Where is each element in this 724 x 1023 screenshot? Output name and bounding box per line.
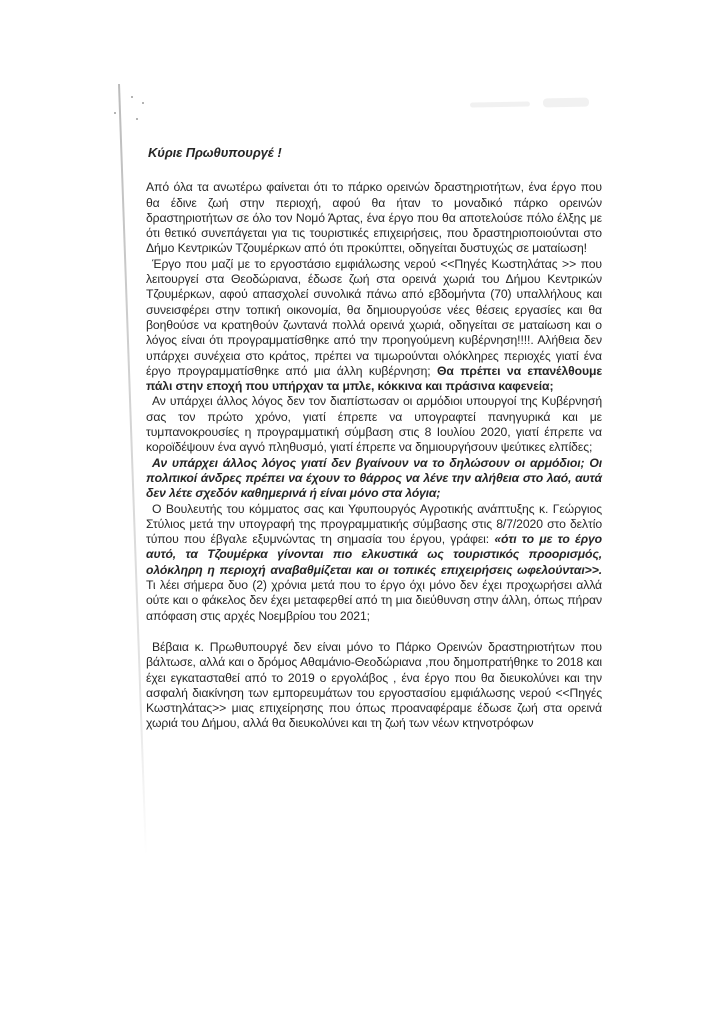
text-segment: Ο Βουλευτής του κόμματος σας και Υφυπουργός Αγροτικής ανάπτυξης κ. Γεώργιος Στύλιος μετά την υπογραφή της προγραμματικής σύμβασης στις 8/7/2020 στο δελτίο τύπου που έβγαλε εξυμνώντας τη σημασία του έργου, γράφει: (146, 501, 602, 547)
text-segment: Αν υπάρχει άλλος λόγος γιατί δεν βγαίνουν να το δηλώσουν οι αρμόδιοι; Οι πολιτικοί άνδρες πρέπει να έχουν το θάρρος να λένε την αλήθεια στο λαό, αυτά δεν λέτε σχεδόν καθημερινά ή είναι μόνο στα λόγια; (146, 455, 602, 501)
scan-speck (131, 96, 133, 98)
scan-edge-artifact (118, 84, 146, 856)
paragraph (146, 502, 602, 624)
scan-speck (114, 112, 116, 114)
scan-speck (136, 118, 138, 120)
paragraph (146, 394, 602, 455)
letter-body (146, 180, 602, 731)
text-segment: Θα πρέπει να επανέλθουμε πάλι στην εποχή που υπήρχαν τα μπλε, κόκκινα και πράσινα καφενεία; (146, 363, 602, 394)
paragraph (146, 456, 602, 502)
text-segment: Τι λέει σήμερα δυο (2) χρόνια μετά που το έργο όχι μόνο δεν έχει προχωρήσει αλλά ούτε και ο φάκελος δεν έχει μεταφερθεί από τη μια διεύθυνση στην άλλη, όπως πήραν απόφαση στις αρχές Νοεμβρίου του 2021; (146, 578, 602, 623)
scan-smudge (543, 98, 589, 108)
letter-content (146, 145, 602, 732)
salutation-heading: Κύριε Πρωθυπουργέ ! (148, 145, 282, 160)
text-segment: Από όλα τα ανωτέρω φαίνεται ότι το πάρκο ορεινών δραστηριοτήτων, ένα έργο που θα έδινε ζωή στην περιοχή, αφού θα ήταν το μοναδικό πάρκο ορεινών δραστηριοτήτων σε όλο τον Νομό Άρτας, ένα έργο που θα αποτελούσε πόλο έλξης με ότι θετικό συνεπάγεται για τις τουριστικές επιχειρήσεις, που δραστηριοποιούνται στο Δήμο Κεντρικών Τζουμέρκων από ότι προκύπτει, οδηγείται δυστυχώς σε ματαίωση! (146, 180, 602, 256)
text-segment: «ότι το με το έργο αυτό, τα Τζουμέρκα γίνονται πιο ελκυστικά ως τουριστικός προορισμός, ολόκληρη η περιοχή αναβαθμίζεται και οι τοπικές επιχειρήσεις ωφελούνται>>. (146, 532, 602, 577)
text-segment: Έργο που μαζί με το εργοστάσιο εμφιάλωσης νερού <<Πηγές Κωστηλάτας >> που λειτουργεί στα Θεοδώριανα, έδωσε ζωή στα ορεινά χωριά του Δήμου Κεντρικών Τζουμέρκων, αφού απασχολεί συνολικά πάνω από εβδομήντα (70) υπαλλήλους και συνεισφέρει στην τοπική οικονομία, θα δημιουργούσε νέες θέσεις εργασίες και θα βοηθούσε να κρατηθούν ζωντανά πολλά ορεινά χωριά, οδηγείται σε ματαίωση και ο λόγος είναι ότι προγραμματίσθηκε από την προηγούμενη κυβέρνηση!!!!. Αλήθεια δεν υπάρχει συνέχεια στο κράτος, πρέπει να τιμωρούνται ολόκληρες περιοχές γιατί ένα έργο προγραμματίσθηκε από μια άλλη κυβέρνηση; (146, 256, 602, 378)
paragraph (146, 257, 602, 395)
scan-smudge (470, 101, 530, 107)
paragraph (146, 640, 602, 732)
paragraph (146, 180, 602, 256)
text-segment: Αν υπάρχει άλλος λόγος δεν τον διαπίστωσαν οι αρμόδιοι υπουργοί της Κυβέρνησή σας τον πρώτο χρόνο, γιατί έπρεπε να υπογραφτεί πανηγυρικά και με τυμπανοκρουσίες η προγραμματική σύμβαση στις 8 Ιουλίου 2020, γιατί έπρεπε να κοροϊδέψουν ένα αγνό πληθυσμό, γιατί έπρεπε να δημιουργήσουν ψεύτικες ελπίδες; (146, 394, 602, 455)
scan-speck (142, 102, 144, 104)
text-segment: Βέβαια κ. Πρωθυπουργέ δεν είναι μόνο το Πάρκο Ορεινών δραστηριοτήτων που βάλτωσε, αλλά και ο δρόμος Αθαμάνιο-Θεοδώριανα ,που δημοπρατήθηκε το 2018 και έχει εγκατασταθεί από το 2019 ο εργολάβος , ένα έργο που θα διευκολύνει και την ασφαλή διακίνηση των εμπορευμάτων του εργοστασίου εμφιάλωσης νερού <<Πηγές Κωστηλάτας>> μιας επιχείρησης που όπως προαναφέραμε έδωσε ζωή στα ορεινά χωριά του Δήμου, αλλά θα διευκολύνει και τη ζωή των νέων κτηνοτρόφων (146, 639, 602, 731)
